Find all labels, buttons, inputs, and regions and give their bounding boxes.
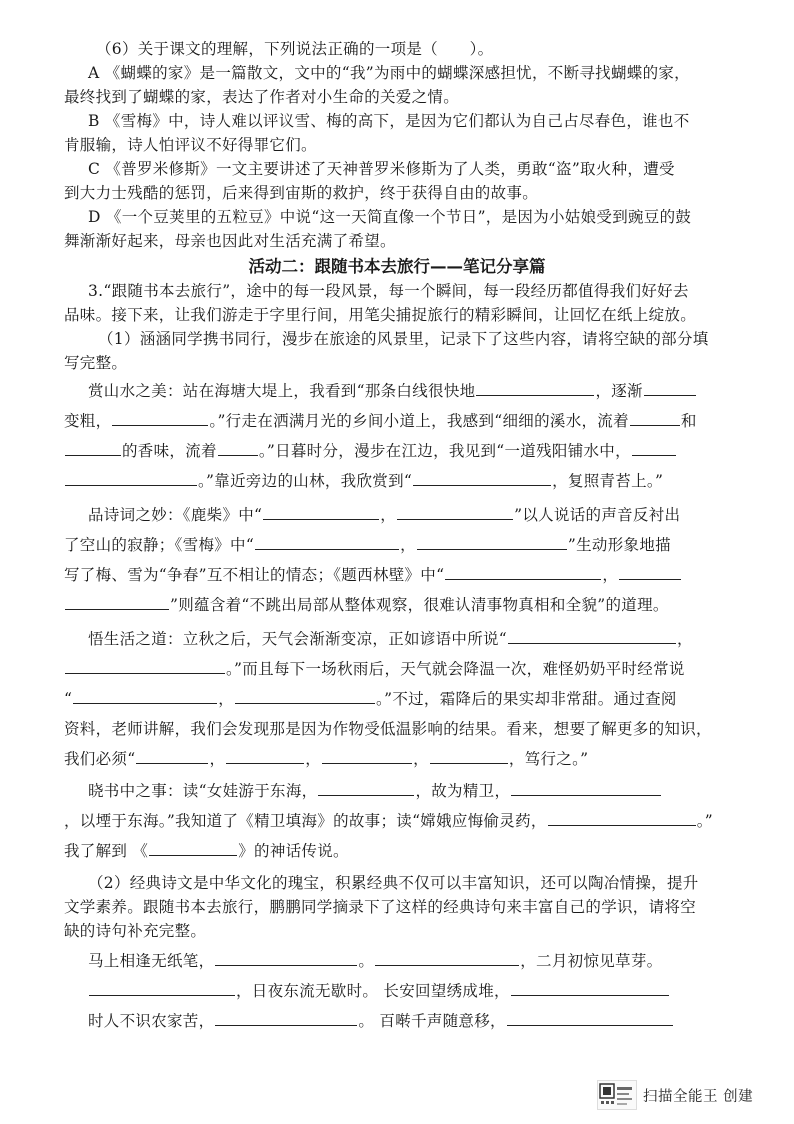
scenery-text: 。”行走在洒满月光的乡间小道上，我感到“细细的溪水，流着	[209, 412, 629, 430]
q6-option-c-line1: C 《普罗米修斯》一文主要讲述了天神普罗米修斯为了人类，勇敢“盗”取火种，遭受	[88, 160, 675, 178]
life-line3	[64, 688, 724, 710]
q3-intro-line2: 品味。接下来，让我们游走于字里行间，用笔尖捕捉旅行的精彩瞬间，让回忆在纸上绽放。	[64, 306, 697, 324]
poetry-text: 品诗词之妙：《鹿柴》中“	[88, 506, 263, 524]
verse-line3	[88, 1010, 748, 1032]
answer-blank[interactable]	[89, 980, 235, 996]
answer-blank[interactable]	[417, 534, 567, 550]
scanner-watermark	[597, 1080, 753, 1110]
life-line1	[88, 628, 748, 650]
story-text: 我了解到 《	[64, 842, 149, 860]
scenery-text: 。”靠近旁边的山林，我欣赏到“	[198, 472, 413, 490]
answer-blank[interactable]	[65, 594, 169, 610]
answer-blank[interactable]	[619, 564, 681, 580]
scenery-line4	[64, 470, 724, 492]
life-text: ，	[305, 750, 322, 768]
verse-text: ，日夜东流无歇时。 长安回望绣成堆，	[236, 982, 510, 1000]
life-text: “	[64, 690, 73, 708]
poetry-text: ”以人说话的声音反衬出	[514, 506, 681, 524]
verse-line1	[88, 950, 748, 972]
qr-logo-icon	[598, 1081, 636, 1109]
verse-text: 马上相逢无纸笔，	[88, 952, 215, 970]
answer-blank[interactable]	[508, 628, 676, 644]
answer-blank[interactable]	[632, 440, 676, 456]
story-line3	[64, 840, 724, 862]
answer-blank[interactable]	[630, 410, 680, 426]
story-text: ，故为精卫，	[415, 782, 511, 800]
poetry-text: ”则蕴含着“不跳出局部从整体观察，很难认清事物真相和全貌”的道理。	[170, 596, 669, 614]
answer-blank[interactable]	[235, 688, 375, 704]
scenery-text: 赏山水之美：站在海塘大堤上，我看到“那条白线很快地	[88, 382, 476, 400]
scenery-text: 。”日暮时分，漫步在江边，我见到“一道残阳铺水中，	[258, 442, 631, 460]
q6-option-b-line1: B 《雪梅》中，诗人难以评议雪、梅的高下，是因为它们都认为自己占尽春色，谁也不	[88, 112, 690, 130]
story-text: ，以堙于东海。”我知道了《精卫填海》的故事；读“嫦娥应悔偷灵药，	[64, 812, 547, 830]
scenery-text: ，复照青苔上。”	[552, 472, 664, 490]
story-text: 》的神话传说。	[238, 842, 349, 860]
q6-option-a-line2: 最终找到了蝴蝶的家，表达了作者对小生命的关爱之情。	[64, 88, 460, 106]
poetry-line1	[88, 504, 748, 526]
verse-text: 。 百啭千声随意移，	[358, 1012, 506, 1030]
answer-blank[interactable]	[218, 440, 258, 456]
poetry-text: ，	[400, 536, 416, 554]
q6-option-c-line2: 到大力士残酷的惩罚，后来得到宙斯的救护，终于获得自由的故事。	[64, 184, 539, 202]
answer-blank[interactable]	[65, 440, 121, 456]
verse-text: 时人不识农家苦，	[88, 1012, 215, 1030]
answer-blank[interactable]	[476, 380, 594, 396]
scenery-line2	[64, 410, 724, 432]
q6-option-b-line2: 肯服输，诗人怕评议不好得罪它们。	[64, 136, 317, 154]
story-line2	[64, 810, 724, 832]
answer-blank[interactable]	[263, 504, 379, 520]
poetry-text: 写了梅、雪为“争春”互不相让的情态；《题西林壁》中“	[64, 566, 445, 584]
answer-blank[interactable]	[318, 780, 414, 796]
q6-stem: （6）关于课文的理解，下列说法正确的一项是（ ）。	[96, 40, 494, 58]
answer-blank[interactable]	[136, 748, 208, 764]
answer-blank[interactable]	[445, 564, 601, 580]
scenery-line1	[88, 380, 748, 402]
answer-blank[interactable]	[507, 1010, 673, 1026]
poetry-text: ，	[602, 566, 619, 584]
scenery-text: ，逐渐	[595, 382, 643, 400]
poetry-text: 了空山的寂静；《雪梅》中“	[64, 536, 255, 554]
q3-part2-line3: 缺的诗句补充完整。	[64, 922, 207, 940]
answer-blank[interactable]	[215, 1010, 357, 1026]
answer-blank[interactable]	[430, 748, 508, 764]
answer-blank[interactable]	[73, 688, 217, 704]
answer-blank[interactable]	[215, 950, 357, 966]
q3-intro-line1: 3.“跟随书本去旅行”，途中的每一段风景，每一个瞬间，每一段经历都值得我们好好去	[88, 282, 689, 300]
answer-blank[interactable]	[255, 534, 399, 550]
q3-part2-line1: （2）经典诗文是中华文化的瑰宝，积累经典不仅可以丰富知识，还可以陶冶情操，提升	[88, 874, 699, 892]
verse-line2	[88, 980, 748, 1002]
q6-option-d-line2: 舞渐渐好起来，母亲也因此对生活充满了希望。	[64, 232, 396, 250]
scenery-text: 的香味，流着	[122, 442, 217, 460]
scenery-line3	[64, 440, 724, 462]
poetry-line3	[64, 564, 724, 586]
life-line5	[64, 748, 724, 770]
answer-blank[interactable]	[226, 748, 304, 764]
life-text: ，笃行之。”	[508, 750, 589, 768]
scenery-text: 和	[680, 412, 697, 430]
answer-blank[interactable]	[644, 380, 696, 396]
q6-option-d-line1: D 《一个豆荚里的五粒豆》中说“这一天简直像一个节日”，是因为小姑娘受到豌豆的鼓	[88, 208, 692, 226]
poetry-text: ”生动形象地描	[567, 536, 671, 554]
q6-option-a-line1: A 《蝴蝶的家》是一篇散文，文中的“我”为雨中的蝴蝶深感担忧，不断寻找蝴蝶的家，	[88, 64, 690, 82]
life-text: ，	[218, 690, 235, 708]
scenery-text: 变粗，	[64, 412, 112, 430]
poetry-text: ，	[380, 506, 397, 524]
q3-part2-line2: 文学素养。跟随书本去旅行，鹏鹏同学摘录下了这样的经典诗句来丰富自己的学识，请将空	[64, 898, 697, 916]
story-text: 晓书中之事：读“女娃游于东海，	[88, 782, 318, 800]
answer-blank[interactable]	[413, 470, 551, 486]
poetry-line2	[64, 534, 724, 556]
life-text: 我们必须“	[64, 750, 136, 768]
life-text: 悟生活之道：立秋之后，天气会渐渐变凉，正如谚语中所说“	[88, 630, 508, 648]
life-text: ，	[677, 630, 693, 648]
answer-blank[interactable]	[322, 748, 412, 764]
life-text: 。”不过，霜降后的果实却非常甜。通过查阅	[376, 690, 677, 708]
story-text: 。”	[696, 812, 713, 830]
life-line4: 资料，老师讲解，我们会发现那是因为作物受低温影响的结果。看来，想要了解更多的知识，	[64, 720, 712, 738]
life-text: ，	[413, 750, 429, 768]
poetry-line4	[64, 594, 724, 616]
answer-blank[interactable]	[112, 410, 208, 426]
activity-two-heading: 活动二：跟随书本去旅行——笔记分享篇	[248, 257, 546, 276]
q3-part1-line1: （1）涵涵同学携书同行，漫步在旅途的风景里，记录下了这些内容，请将空缺的部分填	[98, 330, 709, 348]
q3-part1-line2: 写完整。	[64, 354, 128, 372]
life-text: ，	[209, 750, 226, 768]
answer-blank[interactable]	[65, 470, 197, 486]
answer-blank[interactable]	[397, 504, 513, 520]
verse-text: 。	[358, 952, 375, 970]
life-line2	[64, 658, 724, 680]
story-line1	[88, 780, 748, 802]
camscanner-logo	[597, 1080, 637, 1110]
life-text: 。”而且每下一场秋雨后，天气就会降温一次，难怪奶奶平时经常说	[226, 660, 685, 678]
answer-blank[interactable]	[375, 950, 519, 966]
answer-blank[interactable]	[511, 780, 661, 796]
answer-blank[interactable]	[548, 810, 696, 826]
answer-blank[interactable]	[65, 658, 225, 674]
watermark-text: 扫描全能王 创建	[643, 1088, 754, 1105]
answer-blank[interactable]	[149, 840, 237, 856]
answer-blank[interactable]	[511, 980, 669, 996]
verse-text: ，二月初惊见草芽。	[520, 952, 663, 970]
